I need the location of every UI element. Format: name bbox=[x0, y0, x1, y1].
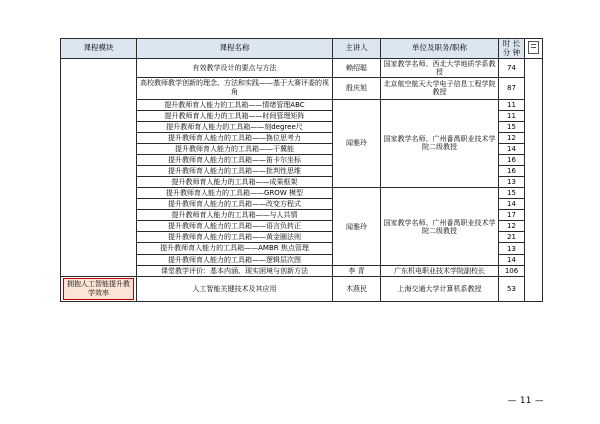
course-org: 上海交通大学计算机系教授 bbox=[381, 277, 499, 302]
course-duration: 74 bbox=[499, 59, 525, 78]
course-duration: 14 bbox=[499, 198, 525, 209]
course-name: 课堂教学评价：基本内涵、现实困境与创新方法 bbox=[137, 266, 333, 277]
course-duration: 106 bbox=[499, 266, 525, 277]
course-name: 提升教师育人能力的工具箱——GROW 模型 bbox=[137, 187, 333, 198]
page-number: — 11 — bbox=[507, 396, 544, 406]
course-teacher: 木燕民 bbox=[333, 277, 381, 302]
course-teacher: 赖绍聪 bbox=[333, 59, 381, 78]
header-module: 课程模块 bbox=[61, 39, 137, 59]
course-org: 北京航空航天大学电子信息工程学院教授 bbox=[381, 78, 499, 99]
table-row bbox=[61, 59, 543, 78]
course-duration: 17 bbox=[499, 210, 525, 221]
course-table bbox=[60, 38, 543, 302]
course-name: 人工智能关键技术及其应用 bbox=[137, 277, 333, 302]
course-duration: 13 bbox=[499, 243, 525, 255]
table-icon bbox=[525, 39, 543, 59]
course-duration: 13 bbox=[499, 176, 525, 187]
course-name: 提升教师育人能力的工具箱——时间管理矩阵 bbox=[137, 110, 333, 121]
module-cell-empty bbox=[61, 59, 137, 277]
course-org: 广东机电职业技术学院副校长 bbox=[381, 266, 499, 277]
module-label: 拥抱人工智能提升教学效率 bbox=[63, 278, 134, 300]
header-duration: 时 长 分 钟 bbox=[499, 39, 525, 59]
extra-column-cell bbox=[525, 59, 543, 302]
course-org-merged: 国家教学名师、广州番禺职业技术学院二级教授 bbox=[381, 99, 499, 187]
course-name: 提升教师育人能力的工具箱——与人共情 bbox=[137, 210, 333, 221]
course-duration: 21 bbox=[499, 232, 525, 243]
course-org: 国家教学名师、西北大学地质学系教授 bbox=[381, 59, 499, 78]
course-name: 提升教师育人能力的工具箱——语言负转正 bbox=[137, 221, 333, 232]
table-header bbox=[61, 39, 543, 59]
course-duration: 12 bbox=[499, 132, 525, 143]
course-duration: 16 bbox=[499, 154, 525, 165]
table-header-row bbox=[61, 39, 543, 59]
header-name: 课程名称 bbox=[137, 39, 333, 59]
course-name: 提升教师育人能力的工具箱——成果框架 bbox=[137, 176, 333, 187]
course-name: 提升教师育人能力的工具箱——改变方程式 bbox=[137, 198, 333, 209]
table-row bbox=[61, 277, 543, 302]
course-duration: 11 bbox=[499, 99, 525, 110]
header-teacher: 主讲人 bbox=[333, 39, 381, 59]
course-name: 提升教师育人能力的工具箱——情绪管理ABC bbox=[137, 99, 333, 110]
course-name: 有效教学设计的要点与方法 bbox=[137, 59, 333, 78]
course-duration: 16 bbox=[499, 165, 525, 176]
course-duration: 14 bbox=[499, 143, 525, 154]
course-duration: 12 bbox=[499, 221, 525, 232]
course-duration: 11 bbox=[499, 110, 525, 121]
course-teacher-merged: 闻雅玲 bbox=[333, 187, 381, 265]
course-teacher: 李 青 bbox=[333, 266, 381, 277]
course-name: 提升教师育人能力的工具箱——换位思考力 bbox=[137, 132, 333, 143]
course-teacher: 殷庆旭 bbox=[333, 78, 381, 99]
course-name: 提升教师育人能力的工具箱——笛卡尔坐标 bbox=[137, 154, 333, 165]
course-name: 提升教师育人能力的工具箱——黄金圈法则 bbox=[137, 232, 333, 243]
course-name: 提升教师育人能力的工具箱——逻辑层次图 bbox=[137, 255, 333, 266]
course-teacher-merged: 闻雅玲 bbox=[333, 99, 381, 187]
course-duration: 87 bbox=[499, 78, 525, 99]
course-duration: 15 bbox=[499, 121, 525, 132]
course-name: 提升教师育人能力的工具箱——AMBR 焦点管理 bbox=[137, 243, 333, 255]
course-name: 提升教师育人能力的工具箱——批判性思维 bbox=[137, 165, 333, 176]
course-name: 提升教师育人能力的工具箱——干冀能 bbox=[137, 143, 333, 154]
course-duration: 53 bbox=[499, 277, 525, 302]
course-name: 高校教师教学创新的理念、方法和实践——基于大赛评委的视角 bbox=[137, 78, 333, 99]
header-org: 单位及职务/职称 bbox=[381, 39, 499, 59]
course-org-merged: 国家教学名师、广州番禺职业技术学院二级教授 bbox=[381, 187, 499, 265]
table-body bbox=[61, 59, 543, 302]
module-cell-highlighted bbox=[61, 277, 137, 302]
course-duration: 15 bbox=[499, 187, 525, 198]
course-duration: 14 bbox=[499, 255, 525, 266]
course-name: 提升教师育人能力的工具箱——刻degree尺 bbox=[137, 121, 333, 132]
